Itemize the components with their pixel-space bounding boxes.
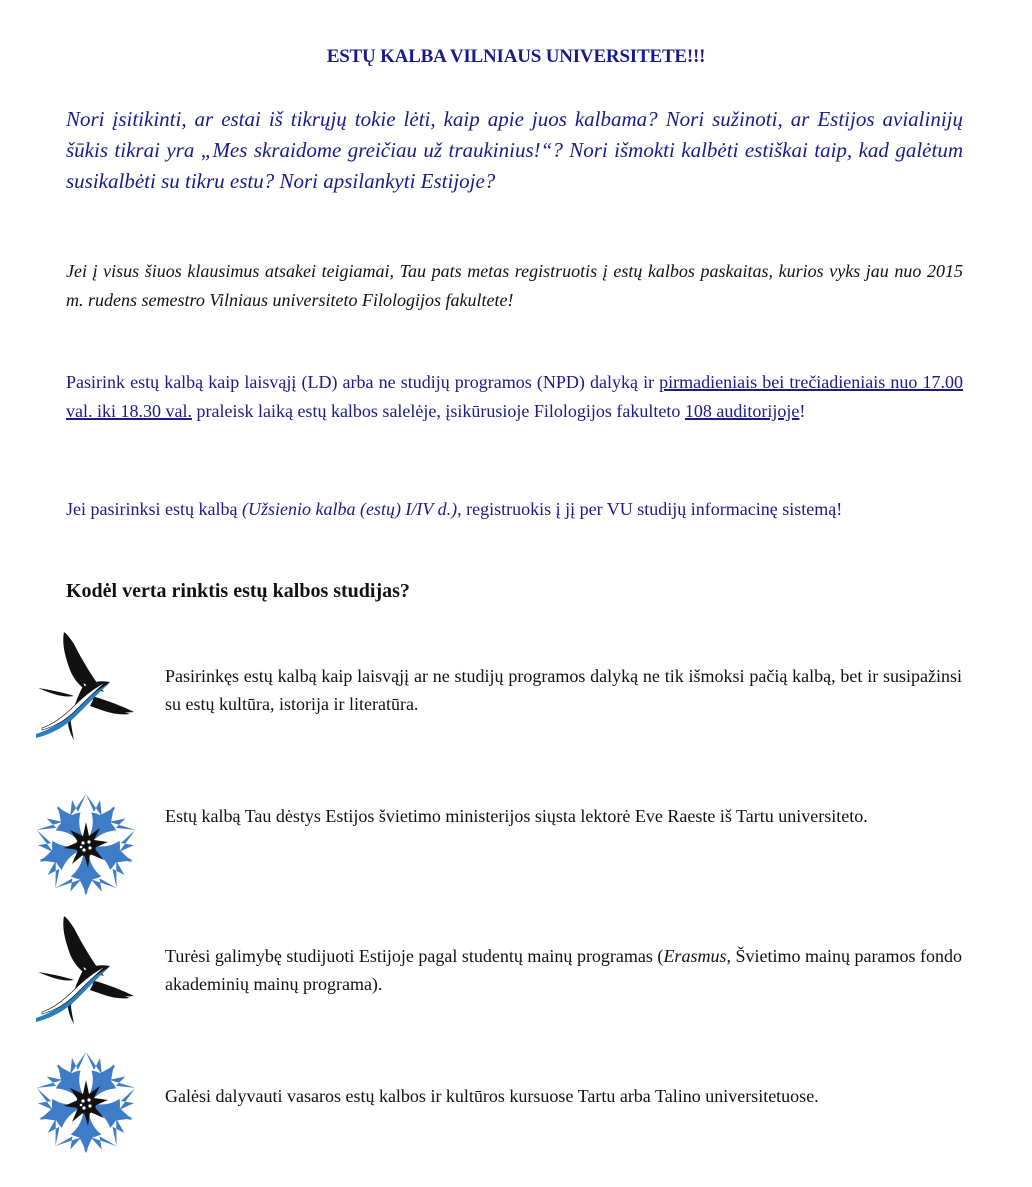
room-link[interactable]: 108 auditorijoje (684, 401, 800, 421)
course-name: (Užsienio kalba (estų) I/IV d.) (241, 499, 458, 519)
swallow-icon (34, 914, 138, 1024)
cornflower-icon (34, 1048, 138, 1158)
reason-text: Pasirinkęs estų kalbą kaip laisvąjį ar ne studijų programos dalyką ne tik išmoksi pačią kalbą, bet ir susipažinsi su estų kultūra, istorija ir literatūra. (165, 666, 962, 714)
reason-text-before: Turėsi galimybę studijuoti Estijoje pagal studentų mainų programas ( (165, 946, 664, 966)
reason-text: Estų kalbą Tau dėstys Estijos švietimo ministerijos siųsta lektorė Eve Raeste iš Tartu universiteto. (165, 806, 868, 826)
page-title: ESTŲ KALBA VILNIAUS UNIVERSITETE!!! (326, 46, 706, 67)
register-paragraph (66, 495, 963, 524)
choose-text-before: Pasirink estų kalbą kaip laisvąjį (LD) arba ne studijų programos (NPD) dalyką ir (66, 372, 660, 392)
reason-text-after: , Švietimo mainų paramos fondo akademinių mainų programa). (165, 946, 962, 994)
schedule-link[interactable]: pirmadieniais bei trečiadieniais nuo 17.00 val. iki 18.30 val. (66, 372, 963, 421)
intro-paragraph: Nori įsitikinti, ar estai iš tikrųjų tokie lėti, kaip apie juos kalbama? Nori sužinoti, ar Estijos avialinijų šūkis tikrai yra „Mes skraidome greičiau už traukinius!“? Nori išmokti kalbėti estiškai taip, kad galėtum susikalbėti su tikru estu? Nori apsilankyti Estijoje? (66, 107, 963, 193)
erasmus-text: Erasmus (663, 946, 727, 966)
register-text-after: , registruokis į jį per VU studijų informacinę sistemą! (457, 499, 843, 519)
swallow-icon (34, 630, 138, 740)
choose-text-middle: praleisk laiką estų kalbos salelėje, įsikūrusioje Filologijos fakulteto (191, 401, 685, 421)
reason-text: Galėsi dalyvauti vasaros estų kalbos ir kultūros kursuose Tartu arba Talino universitetuose. (165, 1086, 819, 1106)
answer-paragraph: Jei į visus šiuos klausimus atsakei teigiamai, Tau pats metas registruotis į estų kalbos paskaitas, kurios vyks jau nuo 2015 m. rudens semestro Vilniaus universiteto Filologijos fakultete! (66, 261, 963, 310)
reason-text (165, 942, 962, 998)
register-text-before: Jei pasirinksi estų kalbą (66, 499, 242, 519)
choose-text-after: ! (799, 401, 806, 421)
cornflower-icon (34, 790, 138, 900)
why-heading: Kodėl verta rinktis estų kalbos studijas? (66, 580, 410, 602)
choose-paragraph (66, 368, 963, 426)
